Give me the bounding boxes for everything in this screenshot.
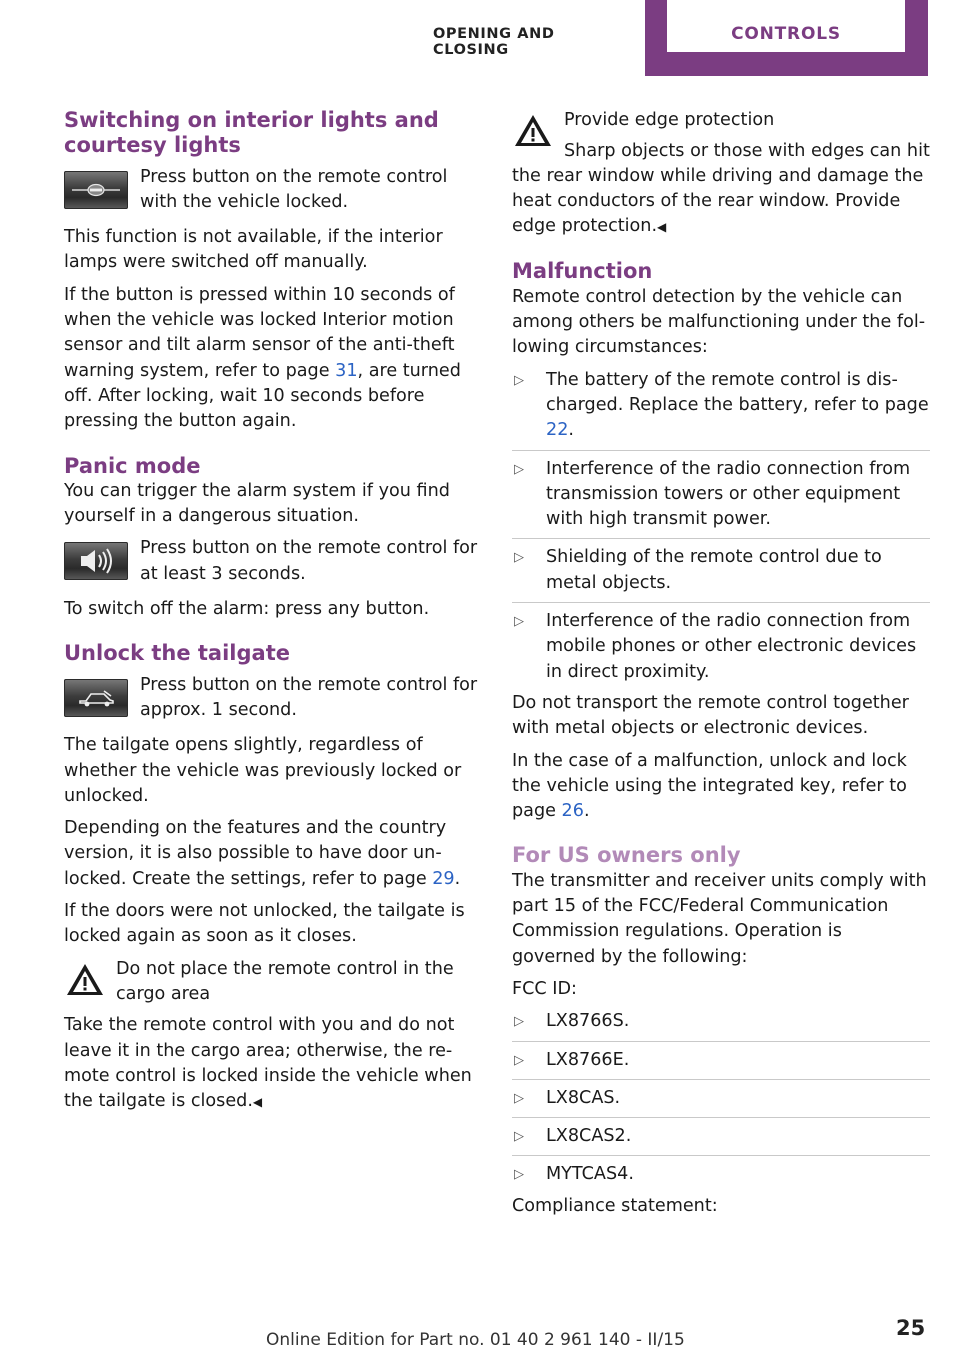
footer-edition: Online Edition for Part no. 01 40 2 961 140 - II/15: [266, 1330, 685, 1350]
malfunction-paragraph-2: Do not transport the remote control together with metal objects or electronic devices.: [512, 692, 909, 739]
list-item: ▷ LX8766E.: [514, 1049, 630, 1070]
page-link-31[interactable]: 31: [335, 360, 358, 381]
page-link-29[interactable]: 29: [432, 868, 455, 889]
panic-button-text: Press button on the remote control for at least 3 seconds.: [140, 538, 478, 584]
page-number: 25: [896, 1316, 926, 1340]
cargo-warning-text: Take the remote control with you and do not leave it in the cargo area; otherwise, the remote control is locked inside the vehicle when the tailgate is closed.◀: [64, 1015, 472, 1112]
interior-paragraph-2: If the button is pressed within 10 seconds of when the vehicle was locked Interior motion sensor and tilt alarm sensor of the anti-theft warning system, refer to page 31, are turned off. After locking, wait 10 seconds before pressing the button again.: [64, 284, 461, 432]
edge-warning-title: Provide edge protection: [564, 110, 775, 130]
divider: [512, 1117, 930, 1118]
divider: [512, 1079, 930, 1080]
bullet-triangle-icon: ▷: [514, 1167, 524, 1183]
divider: [512, 450, 930, 451]
cargo-warning: [64, 957, 482, 1008]
edge-warning-line1: Sharp objects or those with edges can hit: [564, 141, 930, 162]
list-item: ▷ Shielding of the remote control due to metal objects.: [514, 547, 882, 593]
heading-panic-mode: Panic mode: [64, 453, 201, 478]
interior-button-text: Press button on the remote control with the vehicle locked.: [140, 166, 448, 212]
list-item: ▷ MYTCAS4.: [514, 1164, 634, 1185]
warning-triangle-icon: [64, 961, 106, 999]
bullet-triangle-icon: ▷: [514, 614, 524, 630]
left-column: [64, 108, 482, 1122]
tailgate-button-row: [64, 673, 482, 724]
edge-warning: [512, 108, 930, 165]
header-tab: [645, 0, 928, 76]
divider: [512, 602, 930, 603]
interior-paragraph-1: This function is not available, if the interior lamps were switched off manually.: [64, 227, 443, 273]
bullet-triangle-icon: ▷: [514, 1014, 524, 1030]
tailgate-paragraph-3: If the doors were not unlocked, the tailgate is locked again as soon as it closes.: [64, 901, 465, 947]
heading-us-owners: For US owners only: [512, 843, 741, 868]
page-link-22[interactable]: 22: [546, 420, 569, 441]
cargo-warning-title: Do not place the remote control in the cargo area: [116, 958, 454, 1004]
tailgate-button-text: Press button on the remote control for approx. 1 second.: [140, 674, 478, 720]
divider: [512, 1041, 930, 1042]
page-link-26[interactable]: 26: [561, 801, 584, 822]
heading-malfunction: Malfunction: [512, 259, 653, 284]
list-item: ▷ Interference of the radio connection from transmission towers or other equipment with high transmit power.: [514, 458, 911, 530]
malfunction-paragraph-1: Remote control detection by the vehicle can among others be malfunctioning under the following circumstances:: [512, 286, 926, 358]
alarm-speaker-icon: [64, 542, 128, 580]
header-tab-label: CONTROLS: [667, 0, 905, 52]
end-mark-icon: ◀: [657, 220, 667, 235]
fcc-id-label: FCC ID:: [512, 978, 577, 999]
bullet-triangle-icon: ▷: [514, 1090, 524, 1106]
compliance-label: Compliance statement:: [512, 1195, 718, 1216]
mini-logo-icon: [64, 171, 128, 209]
divider: [512, 1155, 930, 1156]
warning-triangle-icon: [512, 112, 554, 150]
us-paragraph-1: The transmitter and receiver units comply with part 15 of the FCC/Federal Communication Commission regulations. Operation is governed by the following:: [512, 870, 927, 967]
bullet-triangle-icon: ▷: [514, 550, 524, 566]
right-column: [512, 108, 930, 1226]
bullet-triangle-icon: ▷: [514, 1052, 524, 1068]
panic-button-row: [64, 536, 482, 587]
divider: [512, 538, 930, 539]
tailgate-car-icon: [64, 679, 128, 717]
tailgate-paragraph-1: The tailgate opens slightly, regardless of whether the vehicle was previously locked or unlocked.: [64, 735, 462, 806]
header-section-title: OPENING AND CLOSING: [433, 26, 555, 58]
heading-interior-lights: Switching on interior lights and courtesy lights: [64, 108, 439, 158]
tailgate-paragraph-2: Depending on the features and the country version, it is also possible to have door unlocked. Create the settings, refer to page 29.: [64, 818, 461, 889]
bullet-triangle-icon: ▷: [514, 372, 524, 388]
interior-button-row: [64, 165, 482, 216]
list-item: ▷ Interference of the radio connection from mobile phones or other electronic devices in direct proximity.: [514, 611, 917, 682]
end-mark-icon: ◀: [252, 1095, 263, 1110]
panic-paragraph-2: To switch off the alarm: press any button.: [64, 599, 430, 620]
list-item: ▷ LX8CAS.: [514, 1087, 621, 1108]
bullet-triangle-icon: ▷: [514, 461, 524, 477]
malfunction-paragraph-3: In the case of a malfunction, unlock and lock the vehicle using the integrated key, refer to page 26.: [512, 750, 907, 822]
list-item: ▷ The battery of the remote control is discharged. Replace the battery, refer to page 22.: [514, 369, 929, 441]
panic-paragraph-1: You can trigger the alarm system if you find yourself in a dangerous situation.: [64, 480, 450, 527]
list-item: ▷ LX8CAS2.: [514, 1126, 632, 1147]
bullet-triangle-icon: ▷: [514, 1129, 524, 1145]
heading-unlock-tailgate: Unlock the tailgate: [64, 641, 290, 666]
list-item: ▷ LX8766S.: [514, 1011, 630, 1032]
edge-warning-text: the rear window while driving and damage the heat conductors of the rear window. Provide edge protection.◀: [512, 165, 924, 237]
